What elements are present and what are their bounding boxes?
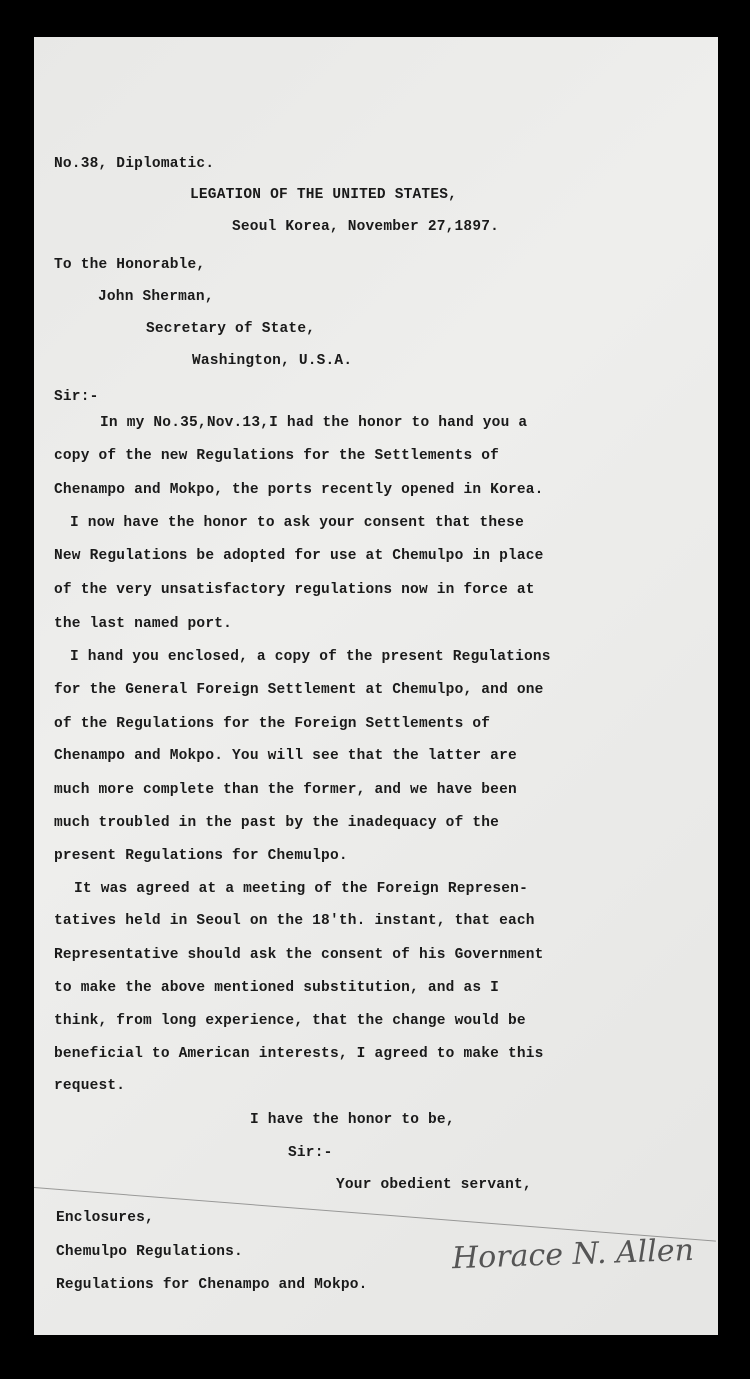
enclosures-heading: Enclosures, — [56, 1210, 154, 1226]
body-line: beneficial to American interests, I agreed to make this — [54, 1046, 544, 1062]
closing-line: Your obedient servant, — [336, 1177, 532, 1193]
body-line: to make the above mentioned substitution, and as I — [54, 980, 500, 996]
body-line: think, from long experience, that the change would be — [54, 1013, 526, 1029]
addressee-line: Washington, U.S.A. — [192, 353, 353, 369]
addressee-line: John Sherman, — [98, 289, 214, 305]
body-line: It was agreed at a meeting of the Foreign Represen- — [74, 881, 528, 897]
body-line: tatives held in Seoul on the 18'th. instant, that each — [54, 913, 535, 929]
body-line: the last named port. — [54, 616, 233, 632]
body-line: I now have the honor to ask your consent that these — [70, 515, 524, 531]
body-line: much more complete than the former, and we have been — [54, 782, 517, 798]
enclosure-item: Regulations for Chenampo and Mokpo. — [56, 1277, 368, 1293]
place-date: Seoul Korea, November 27,1897. — [232, 219, 500, 235]
closing-line: Sir:- — [288, 1145, 333, 1161]
body-line: of the Regulations for the Foreign Settlements of — [54, 716, 491, 732]
body-line: In my No.35,Nov.13,I had the honor to hand you a — [100, 415, 528, 431]
body-line: New Regulations be adopted for use at Chemulpo in place — [54, 548, 544, 564]
body-line: Chenampo and Mokpo. You will see that the latter are — [54, 748, 517, 764]
enclosure-item: Chemulpo Regulations. — [56, 1244, 243, 1260]
letter-number: No.38, Diplomatic. — [54, 156, 215, 172]
body-line: Representative should ask the consent of his Government — [54, 947, 544, 963]
body-line: copy of the new Regulations for the Settlements of — [54, 448, 500, 464]
letter-page — [34, 37, 718, 1335]
salutation: Sir:- — [54, 389, 99, 405]
addressee-line: Secretary of State, — [146, 321, 316, 337]
body-line: for the General Foreign Settlement at Chemulpo, and one — [54, 682, 544, 698]
closing-line: I have the honor to be, — [250, 1112, 455, 1128]
body-line: much troubled in the past by the inadequacy of the — [54, 815, 500, 831]
addressee-line: To the Honorable, — [54, 257, 206, 273]
body-line: of the very unsatisfactory regulations now in force at — [54, 582, 535, 598]
body-line: I hand you enclosed, a copy of the present Regulations — [70, 649, 551, 665]
body-line: Chenampo and Mokpo, the ports recently opened in Korea. — [54, 482, 544, 498]
handwritten-signature: Horace N. Allen — [451, 1232, 695, 1277]
body-line: request. — [54, 1078, 126, 1094]
legation-heading: LEGATION OF THE UNITED STATES, — [190, 187, 458, 203]
body-line: present Regulations for Chemulpo. — [54, 848, 348, 864]
